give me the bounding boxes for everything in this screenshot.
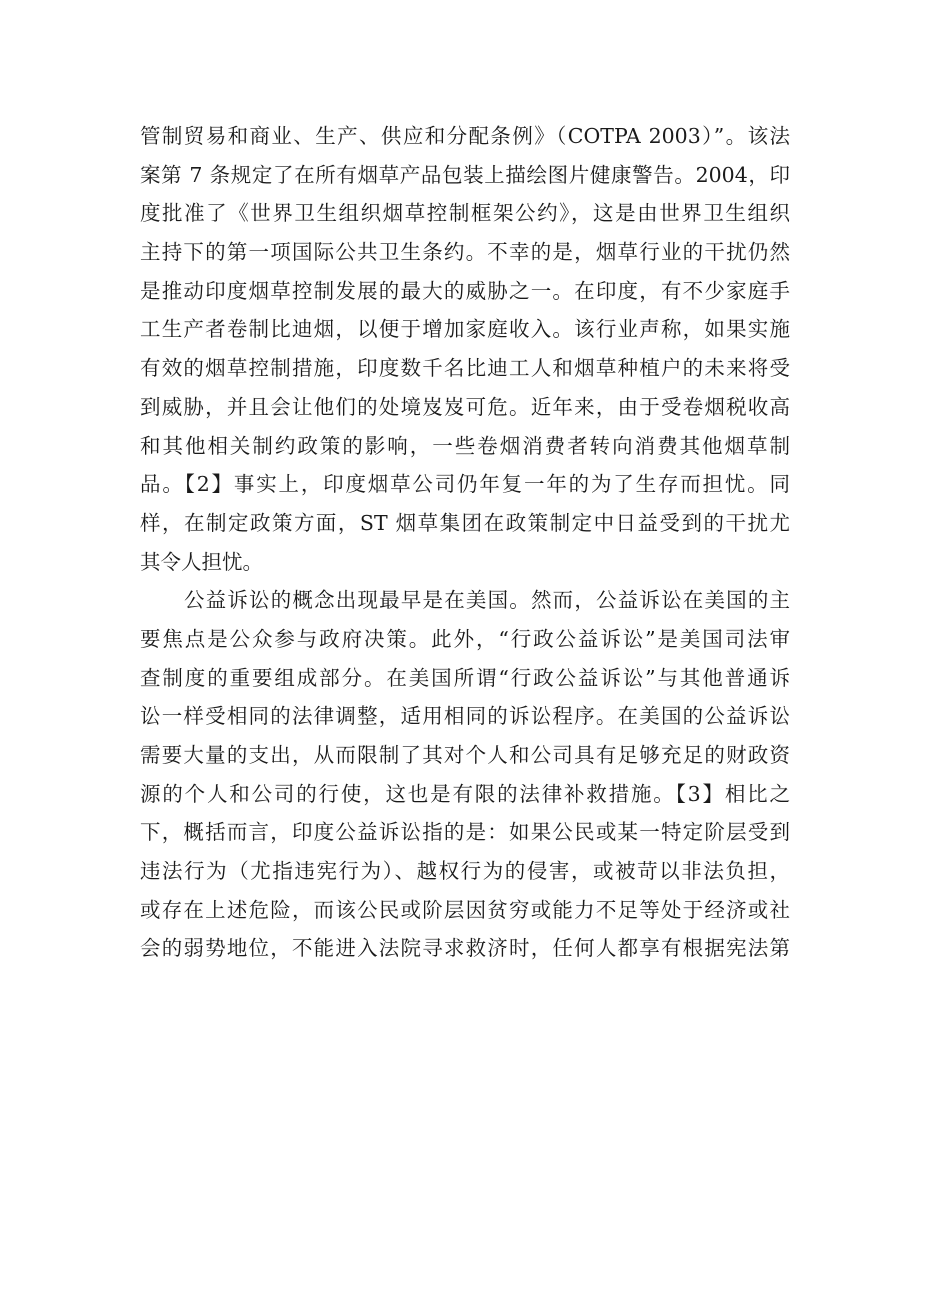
text-line: 样，在制定政策方面，ST 烟草集团在政策制定中日益受到的干扰尤 bbox=[140, 510, 790, 535]
text-line: 违法行为（尤指违宪行为）、越权行为的侵害，或被苛以非法负担， bbox=[140, 859, 790, 884]
paragraph-1 bbox=[140, 117, 790, 581]
text-line: 其令人担忧。 bbox=[140, 549, 263, 574]
text-line: 管制贸易和商业、生产、供应和分配条例》（COTPA 2003）”。该法 bbox=[140, 124, 790, 148]
text-line: 和其他相关制约政策的影响，一些卷烟消费者转向消费其他烟草制 bbox=[140, 433, 790, 458]
text-line: 是推动印度烟草控制发展的最大的威胁之一。在印度，有不少家庭手 bbox=[140, 278, 790, 303]
text-line: 主持下的第一项国际公共卫生条约。不幸的是，烟草行业的干扰仍然 bbox=[140, 240, 790, 265]
text-line: 案第 7 条规定了在所有烟草产品包装上描绘图片健康警告。2004，印 bbox=[140, 162, 790, 187]
text-line: 下，概括而言，印度公益诉讼指的是：如果公民或某一特定阶层受到 bbox=[140, 820, 790, 845]
text-line: 需要大量的支出，从而限制了其对个人和公司具有足够充足的财政资 bbox=[140, 743, 790, 767]
text-line: 品。【2】事实上，印度烟草公司仍年复一年的为了生存而担忧。同 bbox=[140, 472, 790, 497]
text-line: 有效的烟草控制措施，印度数千名比迪工人和烟草种植户的未来将受 bbox=[140, 356, 790, 381]
text-line: 或存在上述危险，而该公民或阶层因贫穷或能力不足等处于经济或社 bbox=[140, 897, 790, 922]
paragraph-2 bbox=[140, 581, 790, 968]
body-text bbox=[140, 117, 790, 968]
text-line: 讼一样受相同的法律调整，适用相同的诉讼程序。在美国的公益诉讼 bbox=[140, 704, 790, 729]
text-line: 查制度的重要组成部分。在美国所谓“行政公益诉讼”与其他普通诉 bbox=[140, 665, 790, 690]
text-line: 到威胁，并且会让他们的处境岌岌可危。近年来，由于受卷烟税收高 bbox=[140, 394, 790, 419]
text-line: 公益诉讼的概念出现最早是在美国。然而，公益诉讼在美国的主 bbox=[184, 588, 790, 613]
text-line: 会的弱势地位，不能进入法院寻求救济时，任何人都享有根据宪法第 bbox=[140, 936, 790, 961]
text-line: 度批准了《世界卫生组织烟草控制框架公约》，这是由世界卫生组织 bbox=[140, 201, 790, 226]
text-line: 工生产者卷制比迪烟，以便于增加家庭收入。该行业声称，如果实施 bbox=[140, 317, 790, 342]
text-line: 源的个人和公司的行使，这也是有限的法律补救措施。【3】相比之 bbox=[140, 781, 790, 806]
text-line: 要焦点是公众参与政府决策。此外，“行政公益诉讼”是美国司法审 bbox=[140, 626, 790, 651]
